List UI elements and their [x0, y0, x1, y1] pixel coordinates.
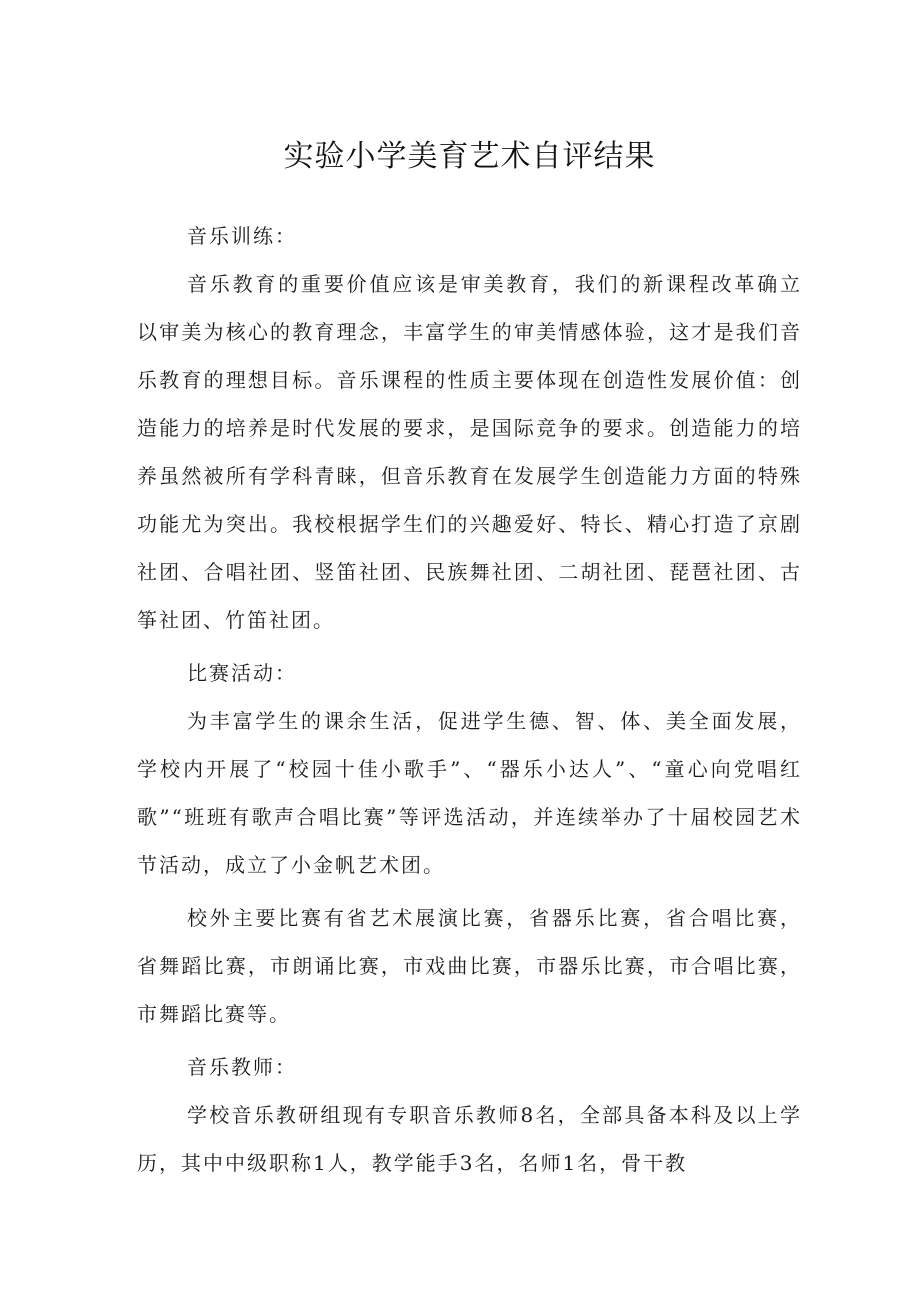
section-heading: 比赛活动：: [187, 661, 297, 685]
paragraph: 音乐教育的重要价值应该是审美教育，我们的新课程改革确立以审美为核心的教育理念，丰富学生的审美情感体验，这才是我们音乐教育的理想目标。音乐课程的性质主要体现在创造性发展价值：创造能力的培养是时代发展的要求，是国际竞争的要求。创造能力的培养虽然被所有学科青睐，但音乐教育在发展学生创造能力方面的特殊功能尤为突出。我校根据学生们的兴趣爱好、特长、精心打造了京剧社团、合唱社团、竖笛社团、民族舞社团、二胡社团、琵琶社团、古筝社团、竹笛社团。: [137, 272, 802, 632]
paragraph: 校外主要比赛有省艺术展演比赛，省器乐比赛，省合唱比赛，省舞蹈比赛，市朗诵比赛，市戏曲比赛，市器乐比赛，市合唱比赛，市舞蹈比赛等。: [137, 906, 802, 1026]
paragraph: 学校音乐教研组现有专职音乐教师8名，全部具备本科及以上学历，其中中级职称1人，教学能手3名，名师1名，骨干教: [137, 1103, 802, 1175]
section-heading: 音乐训练：: [187, 224, 297, 248]
paragraph: 为丰富学生的课余生活，促进学生德、智、体、美全面发展，学校内开展了“校园十佳小歌手”、“器乐小达人”、“童心向党唱红歌”“班班有歌声合唱比赛”等评选活动，并连续举办了十届校园艺术节活动，成立了小金帆艺术团。: [137, 709, 802, 877]
section-music-training: [137, 212, 802, 644]
document-title: 实验小学美育艺术自评结果: [283, 139, 656, 174]
section-competitions: [137, 649, 802, 1038]
section-heading: 音乐教师：: [187, 1055, 297, 1079]
section-music-teachers: [137, 1043, 802, 1187]
